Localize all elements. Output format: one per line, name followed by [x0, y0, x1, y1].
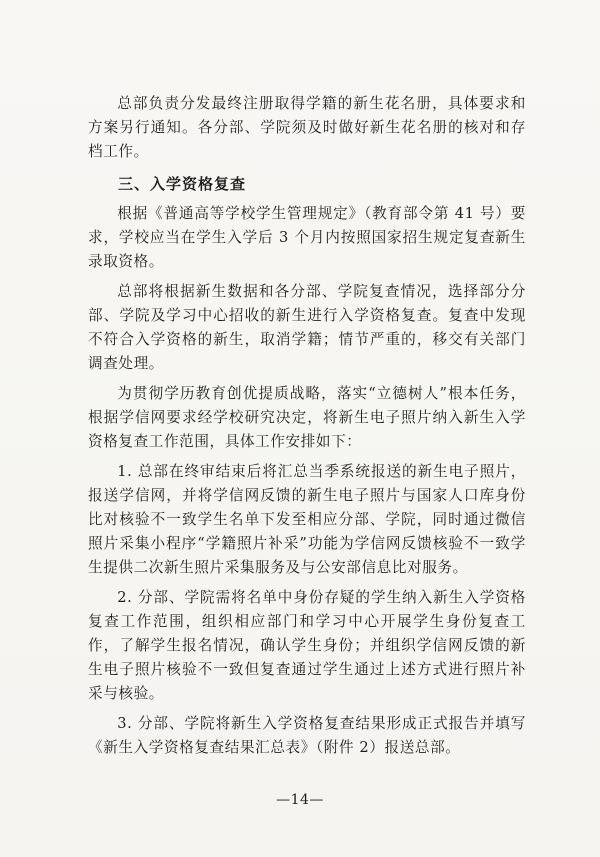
- paragraph-review-scope: 总部将根据新生数据和各分部、学院复查情况，选择部分分部、学院及学习中心招收的新生进行入学资格复查。复查中发现不符合入学资格的新生，取消学籍；情节严重的，移交有关部门调查处理。: [88, 283, 526, 372]
- paragraph-item-1: 1. 总部在终审结束后将汇总当季系统报送的新生电子照片，报送学信网，并将学信网反馈的新生电子照片与国家人口库身份比对核验不一致学生名单下发至相应分部、学院，同时通过微信照片采集小程序“学籍照片补采”功能为学信网反馈核验不一致学生提供二次新生照片采集服务及与公安部信息比对服务。: [88, 463, 526, 576]
- paragraph-photo-policy: 为贯彻学历教育创优提质战略，落实“立德树人”根本任务，根据学信网要求经学校研究决定，将新生电子照片纳入新生入学资格复查工作范围，具体工作安排如下：: [88, 385, 526, 450]
- paragraph-roster-distribution: 总部负责分发最终注册取得学籍的新生花名册，具体要求和方案另行通知。各分部、学院须及时做好新生花名册的核对和存档工作。: [88, 95, 526, 160]
- paragraph-item-2: 2. 分部、学院需将名单中身份存疑的学生纳入新生入学资格复查工作范围，组织相应部门和学习中心开展学生身份复查工作，了解学生报名情况，确认学生身份；并组织学信网反馈的新生电子照片核验不一致但复查通过学生通过上述方式进行照片补采与核验。: [88, 589, 526, 702]
- paragraph-item-3: 3. 分部、学院将新生入学资格复查结果形成正式报告并填写《新生入学资格复查结果汇总表》（附件 2）报送总部。: [88, 715, 526, 756]
- paragraph-regulation: 根据《普通高等学校学生管理规定》（教育部令第 41 号）要求，学校应当在学生入学后 3 个月内按照国家招生规定复查新生录取资格。: [88, 205, 526, 270]
- section-heading: 三、入学资格复查: [118, 175, 247, 193]
- document-body: [88, 92, 526, 760]
- page-number: —14—: [276, 792, 324, 808]
